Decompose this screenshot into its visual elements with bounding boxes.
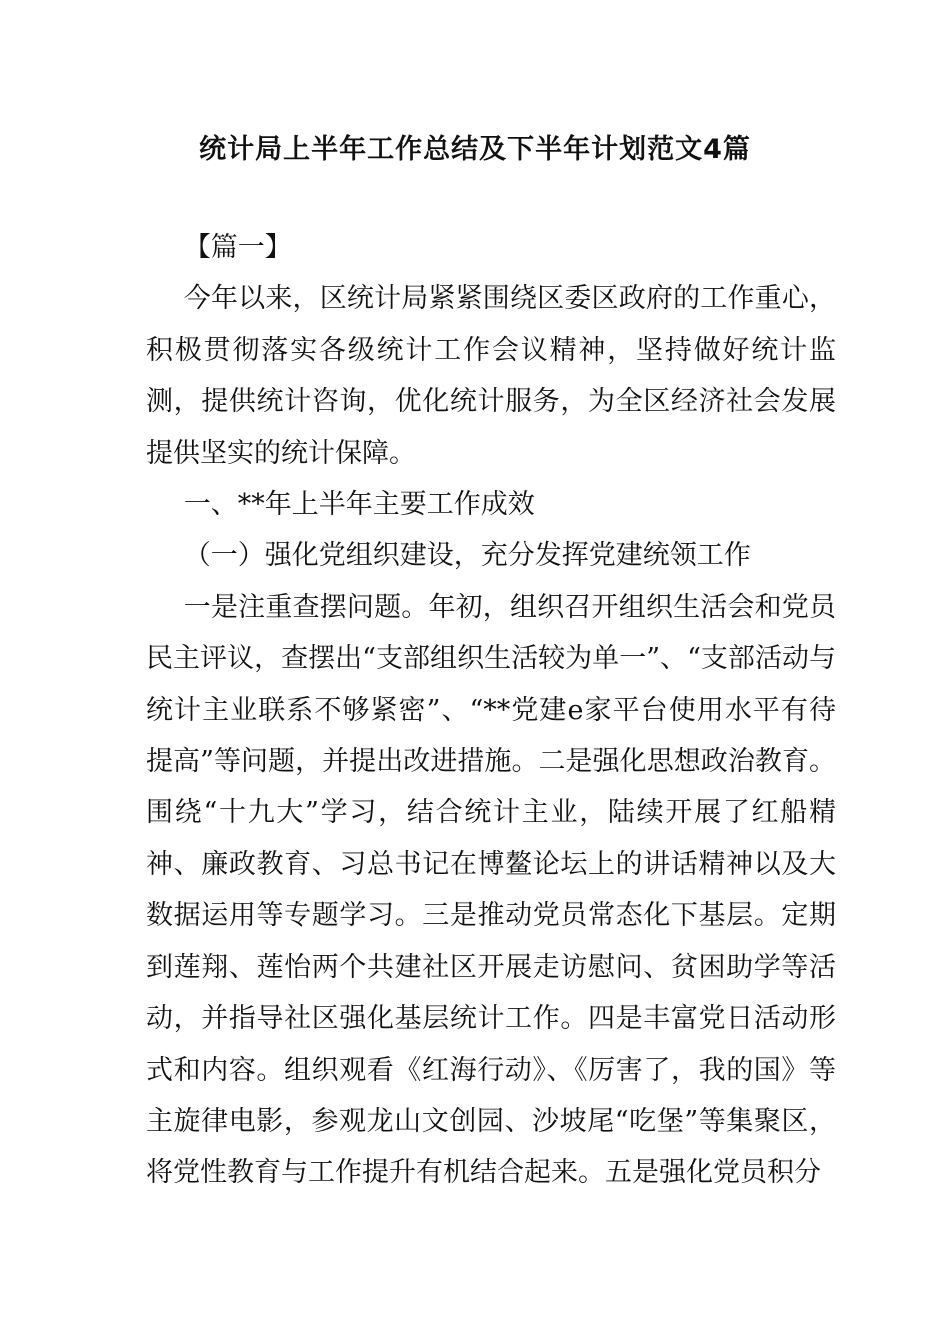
intro-paragraph: 今年以来，区统计局紧紧围绕区委区政府的工作重心，积极贯彻落实各级统计工作会议精神，坚持做好统计监测，提供统计咨询，优化统计服务，为全区经济社会发展提供坚实的统计保障。 <box>146 283 836 469</box>
document-title: 统计局上半年工作总结及下半年计划范文4篇 <box>199 134 751 165</box>
document-body <box>146 222 836 1199</box>
subsection-heading: （一）强化党组织建设，充分发挥党建统领工作 <box>183 540 751 572</box>
section-heading: 一、**年上半年主要工作成效 <box>183 489 535 521</box>
body-paragraph: 一是注重查摆问题。年初，组织召开组织生活会和党员民主评议，查摆出“支部组织生活较为单一”、“支部活动与统计主业联系不够紧密”、“**党建e家平台使用水平有待提高”等问题，并提出改进措施。二是强化思想政治教育。围绕“十九大”学习，结合统计主业，陆续开展了红船精神、廉政教育、习总书记在博鳌论坛上的讲话精神以及大数据运用等专题学习。三是推动党员常态化下基层。定期到莲翔、莲怡两个共建社区开展走访慰问、贫困助学等活动，并指导社区强化基层统计工作。四是丰富党日活动形式和内容。组织观看《红海行动》、《厉害了，我的国》等主旋律电影，参观龙山文创园、沙坡尾“吃堡”等集聚区，将党性教育与工作提升有机结合起来。五是强化党员积分 <box>146 591 836 1189</box>
section-tag: 【篇一】 <box>183 232 292 263</box>
